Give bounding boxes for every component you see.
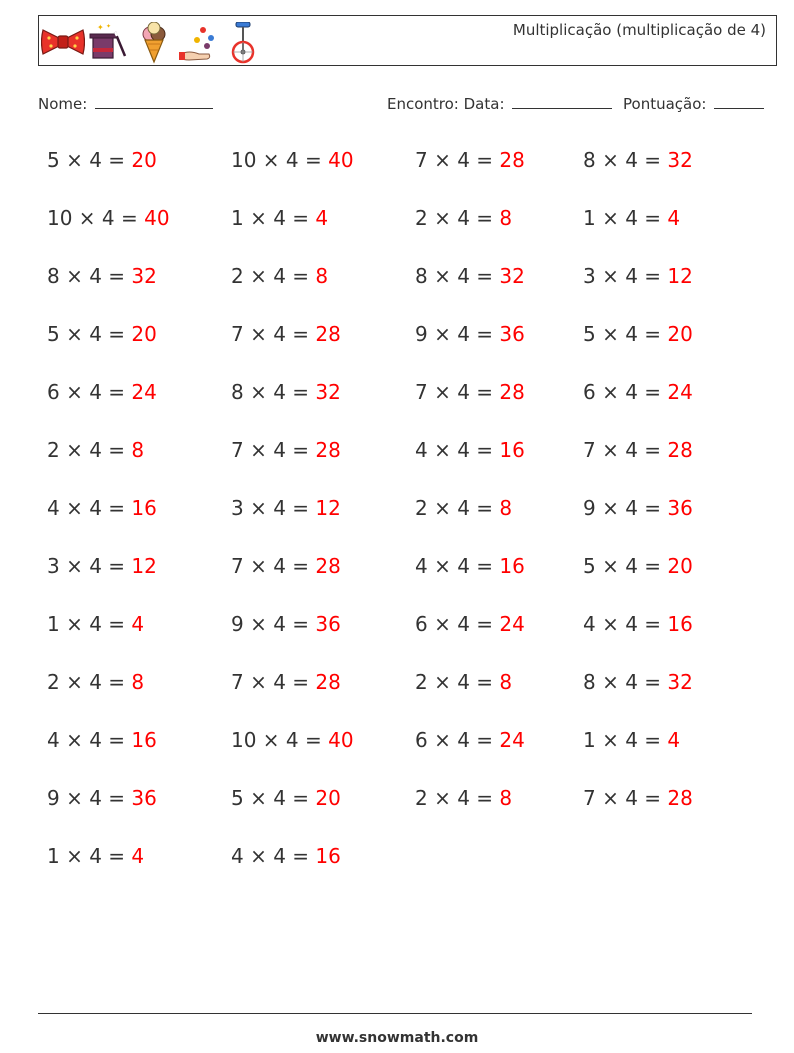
problem-question: 10 × 4 = xyxy=(231,148,322,172)
problem-item xyxy=(415,496,512,520)
problem-answer: 4 xyxy=(667,206,681,230)
problem-question: 6 × 4 = xyxy=(415,728,494,752)
problem-question: 5 × 4 = xyxy=(47,322,126,346)
problem-answer: 8 xyxy=(499,206,513,230)
problem-question: 5 × 4 = xyxy=(231,786,310,810)
score-blank[interactable] xyxy=(714,94,764,109)
problem-answer: 28 xyxy=(499,380,525,404)
problem-answer: 12 xyxy=(315,496,341,520)
problem-question: 1 × 4 = xyxy=(583,728,662,752)
problem-question: 9 × 4 = xyxy=(583,496,662,520)
problem-item xyxy=(47,438,144,462)
problem-question: 8 × 4 = xyxy=(583,670,662,694)
problem-answer: 36 xyxy=(499,322,525,346)
problem-item xyxy=(583,612,693,636)
problem-answer: 20 xyxy=(315,786,341,810)
problem-answer: 40 xyxy=(328,728,354,752)
problem-item xyxy=(583,728,680,752)
problem-answer: 28 xyxy=(499,148,525,172)
problem-answer: 16 xyxy=(131,496,157,520)
problem-question: 1 × 4 = xyxy=(231,206,310,230)
problem-question: 1 × 4 = xyxy=(583,206,662,230)
problem-question: 5 × 4 = xyxy=(583,554,662,578)
problem-question: 6 × 4 = xyxy=(583,380,662,404)
name-label: Nome: xyxy=(38,95,88,113)
problem-answer: 32 xyxy=(667,148,693,172)
problem-item xyxy=(415,554,525,578)
problem-question: 6 × 4 = xyxy=(47,380,126,404)
problem-question: 5 × 4 = xyxy=(583,322,662,346)
problem-answer: 8 xyxy=(499,496,513,520)
problem-item xyxy=(231,786,341,810)
problem-item xyxy=(231,496,341,520)
problem-question: 4 × 4 = xyxy=(47,496,126,520)
problem-answer: 16 xyxy=(315,844,341,868)
score-label: Pontuação: xyxy=(623,95,707,113)
svg-text:✦: ✦ xyxy=(97,23,104,32)
problem-item xyxy=(231,728,354,752)
problem-answer: 40 xyxy=(328,148,354,172)
problem-item xyxy=(47,612,144,636)
name-blank[interactable] xyxy=(95,94,213,109)
problem-item xyxy=(231,612,341,636)
problem-item xyxy=(415,322,525,346)
svg-text:✦: ✦ xyxy=(106,23,112,30)
problem-item xyxy=(415,206,512,230)
problem-question: 2 × 4 = xyxy=(47,670,126,694)
problem-answer: 16 xyxy=(667,612,693,636)
problem-item xyxy=(47,844,144,868)
problem-item xyxy=(231,844,341,868)
problem-item xyxy=(583,264,693,288)
problem-answer: 20 xyxy=(131,148,157,172)
problem-item xyxy=(583,148,693,172)
problem-answer: 24 xyxy=(499,612,525,636)
problem-item xyxy=(415,264,525,288)
problem-answer: 12 xyxy=(667,264,693,288)
problem-item xyxy=(415,786,512,810)
problem-question: 2 × 4 = xyxy=(415,670,494,694)
problem-question: 7 × 4 = xyxy=(231,670,310,694)
problem-answer: 32 xyxy=(315,380,341,404)
problem-item xyxy=(415,438,525,462)
problem-question: 9 × 4 = xyxy=(231,612,310,636)
problem-answer: 4 xyxy=(131,844,145,868)
problem-item xyxy=(415,380,525,404)
problem-item xyxy=(583,786,693,810)
problem-question: 2 × 4 = xyxy=(415,496,494,520)
problem-answer: 28 xyxy=(315,322,341,346)
problem-item xyxy=(415,612,525,636)
problem-question: 5 × 4 = xyxy=(47,148,126,172)
worksheet-header xyxy=(38,15,777,66)
problem-question: 1 × 4 = xyxy=(47,612,126,636)
problem-item xyxy=(47,786,157,810)
problem-answer: 20 xyxy=(667,322,693,346)
problem-item xyxy=(583,496,693,520)
magic-hat-icon xyxy=(89,22,129,62)
problem-item xyxy=(47,670,144,694)
score-field xyxy=(623,94,764,113)
problem-answer: 36 xyxy=(315,612,341,636)
problem-item xyxy=(583,380,693,404)
problem-question: 7 × 4 = xyxy=(415,148,494,172)
problem-item xyxy=(231,438,341,462)
problem-question: 7 × 4 = xyxy=(583,438,662,462)
problem-answer: 16 xyxy=(499,438,525,462)
problem-item xyxy=(47,380,157,404)
problem-question: 7 × 4 = xyxy=(231,554,310,578)
problem-item xyxy=(583,322,693,346)
problem-item xyxy=(231,206,328,230)
problem-item xyxy=(231,380,341,404)
problem-question: 1 × 4 = xyxy=(47,844,126,868)
bow-tie-icon xyxy=(41,26,85,58)
problem-question: 4 × 4 = xyxy=(415,554,494,578)
problem-answer: 24 xyxy=(131,380,157,404)
problem-answer: 32 xyxy=(131,264,157,288)
problem-item xyxy=(231,322,341,346)
problem-answer: 8 xyxy=(499,786,513,810)
problem-question: 2 × 4 = xyxy=(231,264,310,288)
problem-answer: 4 xyxy=(667,728,681,752)
problem-answer: 24 xyxy=(667,380,693,404)
problem-question: 7 × 4 = xyxy=(231,322,310,346)
problem-item xyxy=(47,554,157,578)
problem-question: 7 × 4 = xyxy=(583,786,662,810)
problem-item xyxy=(47,728,157,752)
problem-answer: 32 xyxy=(499,264,525,288)
problem-answer: 12 xyxy=(131,554,157,578)
problem-question: 8 × 4 = xyxy=(415,264,494,288)
problem-answer: 24 xyxy=(499,728,525,752)
problem-question: 8 × 4 = xyxy=(583,148,662,172)
problem-question: 4 × 4 = xyxy=(415,438,494,462)
meeting-date-field xyxy=(387,94,612,113)
problem-question: 4 × 4 = xyxy=(47,728,126,752)
problem-item xyxy=(47,322,157,346)
problem-answer: 20 xyxy=(131,322,157,346)
problem-answer: 4 xyxy=(315,206,329,230)
problem-answer: 36 xyxy=(667,496,693,520)
problem-item xyxy=(415,728,525,752)
problem-answer: 20 xyxy=(667,554,693,578)
problem-question: 8 × 4 = xyxy=(47,264,126,288)
date-blank[interactable] xyxy=(512,94,612,109)
footer-url: www.snowmath.com xyxy=(315,1030,479,1046)
problem-item xyxy=(415,148,525,172)
worksheet-title: Multiplicação (multiplicação de 4) xyxy=(512,21,766,39)
problem-item xyxy=(231,264,328,288)
problem-item xyxy=(583,670,693,694)
ice-cream-icon xyxy=(139,22,169,64)
problem-item xyxy=(583,206,680,230)
problem-question: 2 × 4 = xyxy=(415,786,494,810)
problem-question: 2 × 4 = xyxy=(415,206,494,230)
problem-question: 3 × 4 = xyxy=(231,496,310,520)
problem-question: 7 × 4 = xyxy=(415,380,494,404)
problem-question: 3 × 4 = xyxy=(47,554,126,578)
meeting-date-label: Encontro: Data: xyxy=(387,95,505,113)
problem-item xyxy=(231,148,354,172)
problem-question: 9 × 4 = xyxy=(415,322,494,346)
problem-answer: 36 xyxy=(131,786,157,810)
problem-question: 10 × 4 = xyxy=(231,728,322,752)
footer-divider xyxy=(38,1013,752,1014)
problem-item xyxy=(47,264,157,288)
problem-answer: 40 xyxy=(144,206,170,230)
problem-question: 8 × 4 = xyxy=(231,380,310,404)
problem-question: 2 × 4 = xyxy=(47,438,126,462)
problem-answer: 28 xyxy=(315,670,341,694)
problem-item xyxy=(47,496,157,520)
name-field xyxy=(38,94,213,113)
problem-item xyxy=(583,438,693,462)
problem-answer: 16 xyxy=(499,554,525,578)
problem-question: 7 × 4 = xyxy=(231,438,310,462)
problem-answer: 28 xyxy=(667,438,693,462)
problem-item xyxy=(231,670,341,694)
problem-question: 10 × 4 = xyxy=(47,206,138,230)
problem-answer: 32 xyxy=(667,670,693,694)
problem-item xyxy=(47,206,170,230)
juggling-icon xyxy=(179,24,215,64)
unicycle-icon xyxy=(231,22,255,64)
problem-answer: 4 xyxy=(131,612,145,636)
problem-question: 9 × 4 = xyxy=(47,786,126,810)
problem-question: 3 × 4 = xyxy=(583,264,662,288)
problem-item xyxy=(583,554,693,578)
problem-question: 6 × 4 = xyxy=(415,612,494,636)
problem-answer: 8 xyxy=(499,670,513,694)
problem-item xyxy=(231,554,341,578)
problem-question: 4 × 4 = xyxy=(231,844,310,868)
problem-item xyxy=(47,148,157,172)
problem-question: 4 × 4 = xyxy=(583,612,662,636)
problem-answer: 28 xyxy=(315,554,341,578)
problem-answer: 28 xyxy=(667,786,693,810)
problem-answer: 8 xyxy=(131,670,145,694)
problem-answer: 8 xyxy=(315,264,329,288)
problem-item xyxy=(415,670,512,694)
problem-answer: 16 xyxy=(131,728,157,752)
problem-answer: 28 xyxy=(315,438,341,462)
problem-answer: 8 xyxy=(131,438,145,462)
